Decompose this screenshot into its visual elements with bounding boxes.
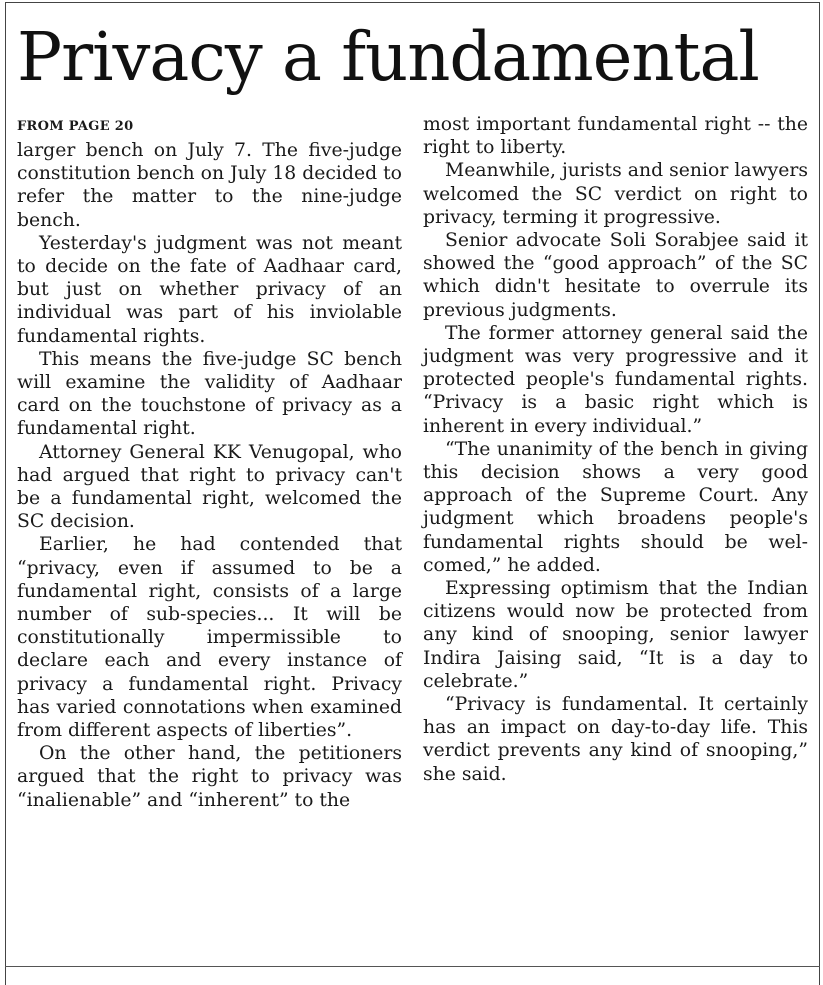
left-column (17, 113, 402, 812)
paragraph: Earlier, he had contended that “privacy, even if assumed to be a fundamental right, consists of a large number of sub-species... It will be constitutionally impermissible to declare each and every instance of privacy a fundamental right. Privacy has varied connotations when examined from different aspects of liberties”. (17, 534, 402, 742)
paragraph: This means the five-judge SC bench will examine the validity of Aadhaar card on the touchstone of privacy as a fundamental right. (17, 348, 402, 440)
headline: Privacy a fundamental (17, 18, 759, 96)
paragraph: Attorney General KK Venugopal, who had argued that right to privacy can't be a fundamental right, welcomed the SC decision. (17, 441, 402, 533)
paragraph: Expressing optimism that the Indian citizens would now be protected from any kind of snooping, senior lawyer Indira Jaising said, “It is a day to celebrate.” (423, 578, 808, 692)
paragraph: “Privacy is fundamental. It certainly has an impact on day-to-day life. This verdict prevents any kind of snooping,” she said. (423, 694, 808, 785)
top-rule (5, 2, 820, 3)
paragraph: Senior advocate Soli Sorabjee said it showed the “good approach” of the SC which didn't hesitate to overrule its previous judgments. (423, 230, 808, 321)
right-rule (819, 2, 820, 985)
right-column (423, 113, 808, 786)
paragraph: “The unanimity of the bench in giving this decision shows a very good approach of the Supreme Court. Any judgment which broadens people's fundamental rights should be welcomed,” he added. (423, 438, 808, 576)
bottom-rule (5, 966, 820, 967)
paragraph: The former attorney general said the judgment was very progressive and it protected people's fundamental rights. “Privacy is a basic right which is inherent in every individual.” (423, 322, 808, 437)
continued-from-label: FROM PAGE 20 (17, 119, 134, 134)
paragraph: larger bench on July 7. The five-judge constitution bench on July 18 decided to refer the matter to the nine-judge bench. (17, 140, 402, 231)
paragraph: On the other hand, the petitioners argued that the right to privacy was “inalienable” and “inherent” to the (17, 743, 402, 811)
paragraph: Yesterday's judgment was not meant to decide on the fate of Aadhaar card, but just on whether privacy of an individual was part of his inviolable fundamental rights. (17, 232, 402, 347)
paragraph: most important fundamental right -- the right to liberty. (423, 114, 808, 159)
left-rule (5, 2, 6, 985)
paragraph: Meanwhile, jurists and senior lawyers welcomed the SC verdict on right to privacy, terming it progressive. (423, 160, 808, 228)
